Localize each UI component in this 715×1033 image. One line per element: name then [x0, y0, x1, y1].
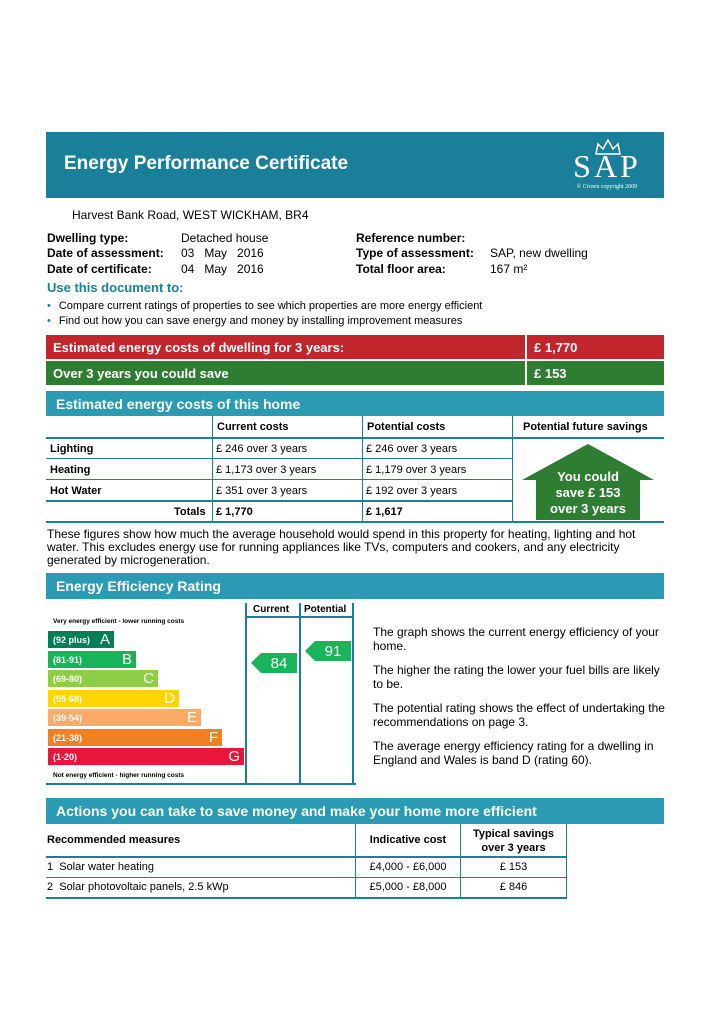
- measure-saving: £ 846: [499, 881, 528, 893]
- table-divider: [46, 856, 567, 858]
- potential-rating-value: 91: [324, 643, 342, 660]
- lighting-current-cost: £ 246 over 3 years: [216, 443, 308, 455]
- page-title: Energy Performance Certificate: [64, 153, 349, 174]
- assessment-type-label: Type of assessment:: [356, 246, 474, 260]
- totals-current: £ 1,770: [216, 506, 253, 518]
- arrow-line-1: You could: [557, 469, 619, 484]
- dwelling-type-label: Dwelling type:: [47, 231, 129, 245]
- table-divider: [46, 458, 513, 459]
- certificate-header: [46, 132, 664, 198]
- col-header-measures: Recommended measures: [47, 834, 181, 846]
- rating-band-b: [48, 651, 136, 668]
- property-address: Harvest Bank Road, WEST WICKHAM, BR4: [72, 208, 309, 222]
- rating-band-c: [48, 670, 158, 687]
- table-divider: [46, 877, 567, 878]
- use-document-heading: Use this document to:: [47, 280, 184, 295]
- hot-water-potential-cost: £ 192 over 3 years: [366, 485, 458, 497]
- table-divider: [362, 416, 363, 522]
- band-range: (81-91): [53, 654, 83, 665]
- table-divider: [46, 897, 567, 899]
- table-divider: [46, 437, 664, 439]
- chart-frame: [46, 783, 356, 785]
- col-header-current: Current costs: [217, 421, 289, 433]
- potential-rating-marker: [305, 641, 351, 661]
- band-range: (39-54): [53, 713, 83, 723]
- table-divider: [46, 479, 513, 480]
- arrow-line-3: over 3 years: [550, 501, 626, 516]
- logo-text: SAP: [573, 148, 641, 184]
- costs-note: These figures show how much the average household would spend in this property for heating, lighting and hot water. This excludes energy use for running appliances like TVs, computers and cookers, and any electricity generated by microgeneration.: [47, 527, 636, 567]
- could-save-bar: [46, 361, 525, 385]
- current-rating-value: 84: [270, 655, 288, 672]
- estimated-cost-value-box: [527, 335, 664, 359]
- reference-label: Reference number:: [356, 231, 466, 245]
- band-range: (92 plus): [53, 635, 91, 645]
- bottom-efficiency-label: Not energy efficient - higher running costs: [53, 772, 185, 779]
- measure-solar-water-heating: 1 Solar water heating: [47, 861, 155, 873]
- actions-section-heading: Actions you can take to save money and make your home more efficient: [56, 803, 537, 819]
- table-divider: [46, 500, 513, 502]
- assessment-type-value: SAP, new dwelling: [490, 246, 588, 260]
- rating-band-f: [48, 729, 222, 746]
- band-letter: C: [143, 670, 154, 687]
- band-letter: E: [186, 709, 197, 726]
- chart-frame: [299, 603, 301, 785]
- rating-explanation: [373, 625, 665, 767]
- table-divider: [512, 416, 513, 522]
- could-save-value-box: [527, 361, 664, 385]
- rating-section-heading: Energy Efficiency Rating: [56, 578, 221, 594]
- col-header-savings: Typical savings over 3 years: [472, 828, 555, 854]
- could-save-value: £ 153: [534, 366, 567, 381]
- rating-paragraph: The higher the rating the lower your fuel bills are likely to be.: [373, 663, 660, 691]
- estimated-cost-value: £ 1,770: [534, 340, 578, 355]
- assessment-date-value: 03 May 2016: [181, 246, 264, 260]
- totals-potential: £ 1,617: [366, 506, 403, 518]
- measure-solar-pv: 2 Solar photovoltaic panels, 2.5 kWp: [47, 881, 229, 893]
- measure-cost: £5,000 - £8,000: [369, 881, 447, 893]
- totals-label: Totals: [174, 506, 206, 518]
- dwelling-type-value: Detached house: [181, 231, 269, 245]
- band-range: (55-68): [53, 693, 83, 704]
- floor-area-label: Total floor area:: [356, 262, 446, 276]
- band-range: (69-80): [53, 674, 83, 684]
- actions-section-heading-bar: [46, 798, 664, 824]
- table-divider: [212, 416, 213, 522]
- rating-paragraph: The graph shows the current energy efficiency of your home.: [373, 625, 659, 653]
- col-header-current-rating: Current: [253, 604, 290, 615]
- heating-potential-cost: £ 1,179 over 3 years: [366, 464, 467, 476]
- rating-paragraph: The potential rating shows the effect of undertaking the recommendations on page 3.: [373, 701, 665, 729]
- row-label-heating: Heating: [50, 464, 91, 476]
- chart-frame: [245, 603, 247, 785]
- floor-area-value: 167 m²: [490, 262, 528, 276]
- rating-band-e: [48, 709, 201, 726]
- band-letter: B: [121, 650, 132, 668]
- rating-paragraph: The average energy efficiency rating for a dwelling in England and Wales is band D (rating 60).: [373, 739, 654, 767]
- could-save-label: Over 3 years you could save: [53, 366, 229, 381]
- band-letter: D: [164, 689, 175, 707]
- list-item: • Compare current ratings of properties to see which properties are more energy efficient: [47, 300, 483, 312]
- table-divider: [566, 824, 567, 898]
- row-label-hot-water: Hot Water: [50, 485, 102, 497]
- band-range: (1-20): [53, 752, 78, 762]
- chart-frame: [245, 616, 354, 618]
- band-range: (21-38): [53, 732, 83, 743]
- hot-water-current-cost: £ 351 over 3 years: [216, 485, 308, 497]
- rating-band-d: [48, 690, 179, 707]
- table-divider: [46, 521, 664, 523]
- rating-band-g: [48, 748, 244, 765]
- costs-section-heading-bar: [46, 391, 664, 416]
- certificate-date-label: Date of certificate:: [47, 262, 152, 276]
- col-header-future-savings: Potential future savings: [523, 421, 648, 433]
- rating-band-a: [48, 631, 114, 648]
- current-rating-marker: [251, 653, 297, 673]
- estimated-cost-label: Estimated energy costs of dwelling for 3 years:: [53, 340, 345, 355]
- top-efficiency-label: Very energy efficient - lower running costs: [53, 618, 185, 625]
- assessment-date-label: Date of assessment:: [47, 246, 164, 260]
- list-item: • Find out how you can save energy and money by installing improvement measures: [47, 315, 463, 327]
- efficiency-chart: [46, 603, 356, 786]
- row-label-lighting: Lighting: [50, 443, 94, 455]
- bullet-icon: •: [47, 300, 51, 312]
- heating-current-cost: £ 1,173 over 3 years: [216, 464, 317, 476]
- band-letter: G: [228, 748, 240, 765]
- rating-section-heading-bar: [46, 573, 664, 599]
- col-header-potential: Potential costs: [367, 421, 446, 433]
- estimated-cost-bar: [46, 335, 525, 359]
- band-letter: A: [99, 631, 110, 648]
- costs-section-heading: Estimated energy costs of this home: [56, 396, 301, 412]
- certificate-date-value: 04 May 2016: [181, 262, 264, 276]
- chart-frame: [352, 603, 354, 785]
- col-header-potential-rating: Potential: [304, 604, 347, 615]
- col-header-cost: Indicative cost: [369, 834, 447, 846]
- logo-copyright: © Crown copyright 2009: [576, 184, 638, 190]
- arrow-line-2: save £ 153: [555, 485, 621, 500]
- measure-cost: £4,000 - £6,000: [369, 861, 447, 873]
- band-letter: F: [208, 728, 218, 746]
- measure-saving: £ 153: [499, 861, 528, 873]
- savings-arrow: [522, 444, 654, 520]
- bullet-icon: •: [47, 315, 51, 327]
- lighting-potential-cost: £ 246 over 3 years: [366, 443, 458, 455]
- sap-logo: [564, 138, 650, 192]
